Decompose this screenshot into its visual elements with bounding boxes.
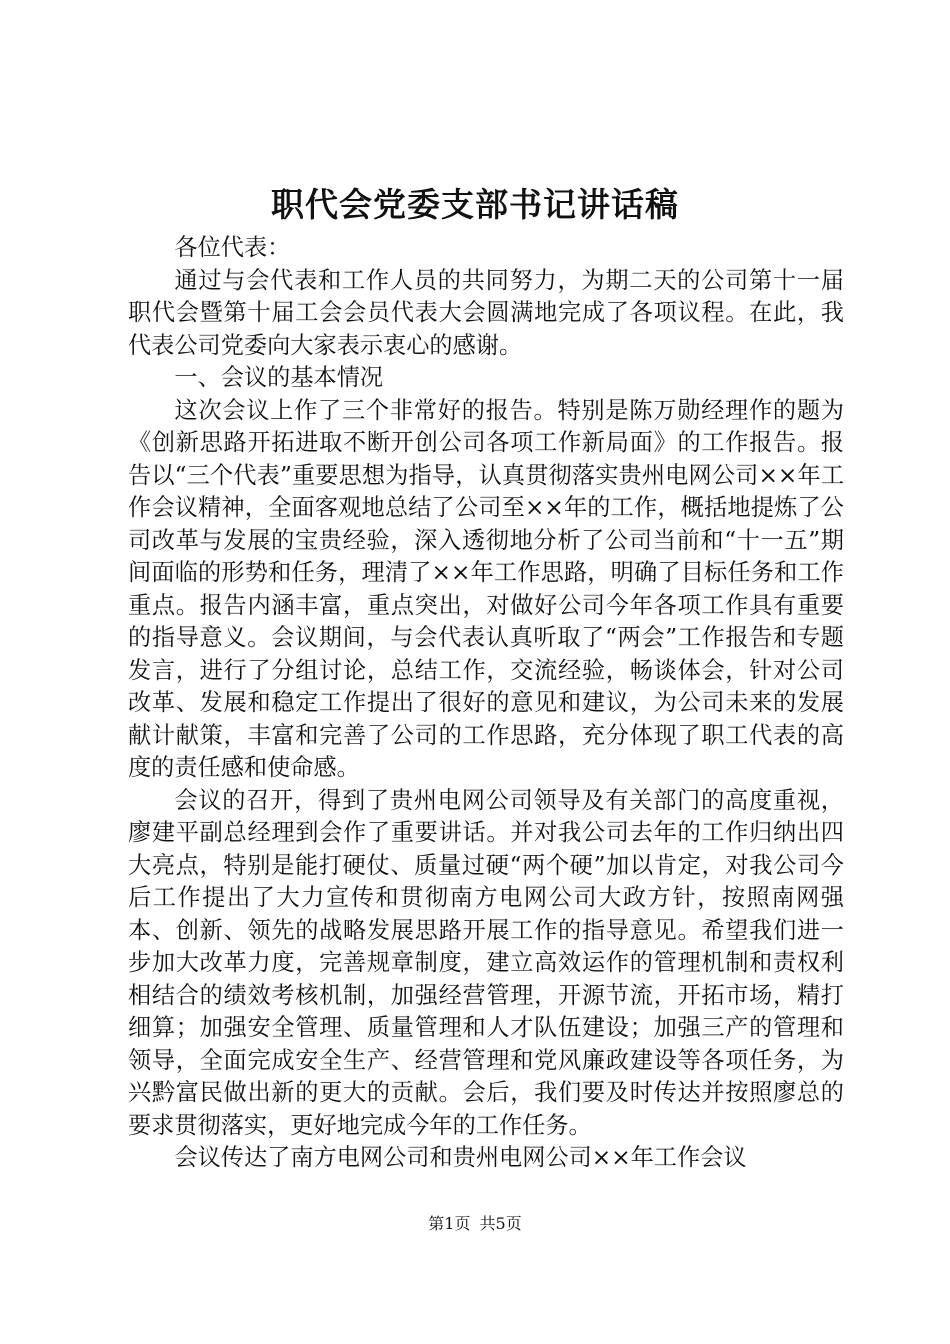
paragraph-transmit: 会议传达了南方电网公司和贵州电网公司××年工作会议 [174, 1144, 747, 1171]
salutation: 各位代表： [174, 234, 291, 261]
page-number: 第1页 [428, 1214, 471, 1233]
page-footer [0, 1213, 950, 1235]
document-body [128, 232, 844, 1175]
document-title: 职代会党委支部书记讲话稿 [271, 185, 679, 224]
paragraph-meeting: 会议的召开，得到了贵州电网公司领导及有关部门的高度重视，廖建平副总经理到会作了重要讲话。并对我公司去年的工作归纳出四大亮点，特别是能打硬仗、质量过硬“两个硬”加以肯定，对我公司今后工作提出了大力宣传和贯彻南方电网公司大政方针，按照南网强本、创新、领先的战略发展思路开展工作的指导意见。希望我们进一步加大改革力度，完善规章制度，建立高效运作的管理机制和责权利相结合的绩效考核机制，加强经营管理，开源节流，开拓市场，精打细算；加强安全管理、质量管理和人才队伍建设；加强三产的管理和领导，全面完成安全生产、经营管理和党风廉政建设等各项任务，为兴黔富民做出新的更大的贡献。会后，我们要及时传达并按照廖总的要求贯彻落实，更好地完成今年的工作任务。 [128, 786, 844, 1139]
paragraph-intro: 通过与会代表和工作人员的共同努力，为期二天的公司第十一届职代会暨第十届工会会员代表大会圆满地完成了各项议程。在此，我代表公司党委向大家表示衷心的感谢。 [128, 266, 844, 359]
page-total: 共5页 [479, 1214, 522, 1233]
paragraph-reports: 这次会议上作了三个非常好的报告。特别是陈万勋经理作的题为《创新思路开拓进取不断开创公司各项工作新局面》的工作报告。报告以“三个代表”重要思想为指导，认真贯彻落实贵州电网公司××年工作会议精神，全面客观地总结了公司至××年的工作，概括地提炼了公司改革与发展的宝贵经验，深入透彻地分析了公司当前和“十一五”期间面临的形势和任务，理清了××年工作思路，明确了目标任务和工作重点。报告内涵丰富，重点突出，对做好公司今年各项工作具有重要的指导意义。会议期间，与会代表认真听取了“两会”工作报告和专题发言，进行了分组讨论，总结工作，交流经验，畅谈体会，针对公司改革、发展和稳定工作提出了很好的意见和建议，为公司未来的发展献计献策，丰富和完善了公司的工作思路，充分体现了职工代表的高度的责任感和使命感。 [128, 396, 844, 781]
section-heading: 一、会议的基本情况 [174, 364, 384, 391]
